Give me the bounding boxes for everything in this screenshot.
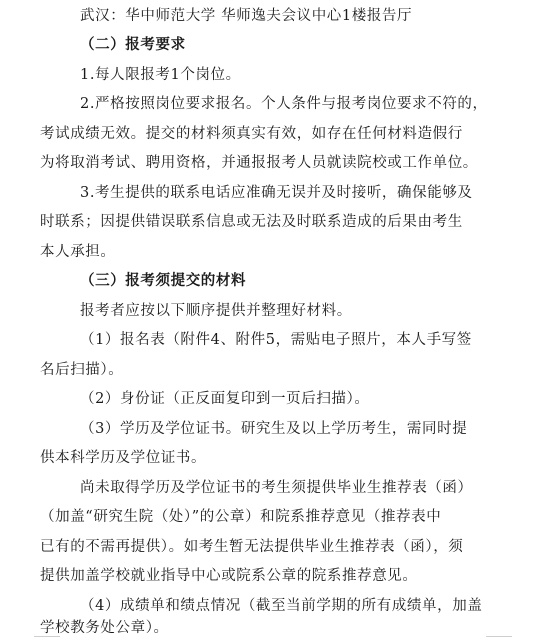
- material-3-note-line-4: 提供加盖学校就业指导中心或院系公章的院系推荐意见。: [40, 568, 418, 584]
- requirement-2-line-2: 考试成绩无效。提交的材料须真实有效，如存在任何材料造假行: [40, 126, 463, 142]
- material-3-note-line-2: （加盖“研究生院（处）”的公章）和院系推荐意见（推荐表中: [40, 509, 442, 525]
- material-4-line-1: （4）成绩单和绩点情况（截至当前学期的所有成绩单，加盖: [80, 598, 483, 614]
- requirement-3-line-2: 时联系；因提供错误联系信息或无法及时联系造成的后果由考生: [40, 214, 463, 230]
- material-1-line-1: （1）报名表（附件4、附件5，需贴电子照片，本人手写签: [80, 332, 472, 348]
- section-heading-materials: （三）报考须提交的材料: [80, 272, 247, 289]
- section-heading-requirements: （二）报考要求: [80, 36, 186, 53]
- requirement-1: 1.每人限报考1个岗位。: [80, 67, 241, 83]
- footer-rule-right: [486, 636, 512, 637]
- footer-rule-left: [34, 636, 60, 637]
- material-3-line-2: 供本科学历及学位证书。: [40, 450, 207, 466]
- materials-intro: 报考者应按以下顺序提供并整理好材料。: [80, 303, 352, 319]
- material-3-note-line-3: 已有的不需再提供）。如考生暂无法提供毕业生推荐表（函），须: [40, 539, 464, 555]
- material-3-note-line-1: 尚未取得学历及学位证书的考生须提供毕业生推荐表（函）: [80, 480, 473, 496]
- requirement-2-line-3: 为将取消考试、聘用资格，并通报报考人员就读院校或工作单位。: [40, 155, 478, 171]
- material-1-line-2: 名后扫描）。: [40, 362, 124, 378]
- material-4-line-2: 学校教务处公章）。: [40, 620, 169, 636]
- material-3-line-1: （3）学历及学位证书。研究生及以上学历考生，需同时提: [80, 421, 468, 437]
- requirement-2-line-1: 2.严格按照岗位要求报名。个人条件与报考岗位要求不符的，: [80, 96, 488, 112]
- requirement-3-line-1: 3.考生提供的联系电话应准确无误并及时接听，确保能够及: [80, 185, 473, 201]
- material-2: （2）身份证（正反面复印到一页后扫描）。: [80, 391, 370, 407]
- venue-line: 武汉：华中师范大学 华师逸夫会议中心1楼报告厅: [80, 8, 413, 24]
- requirement-3-line-3: 本人承担。: [40, 244, 116, 260]
